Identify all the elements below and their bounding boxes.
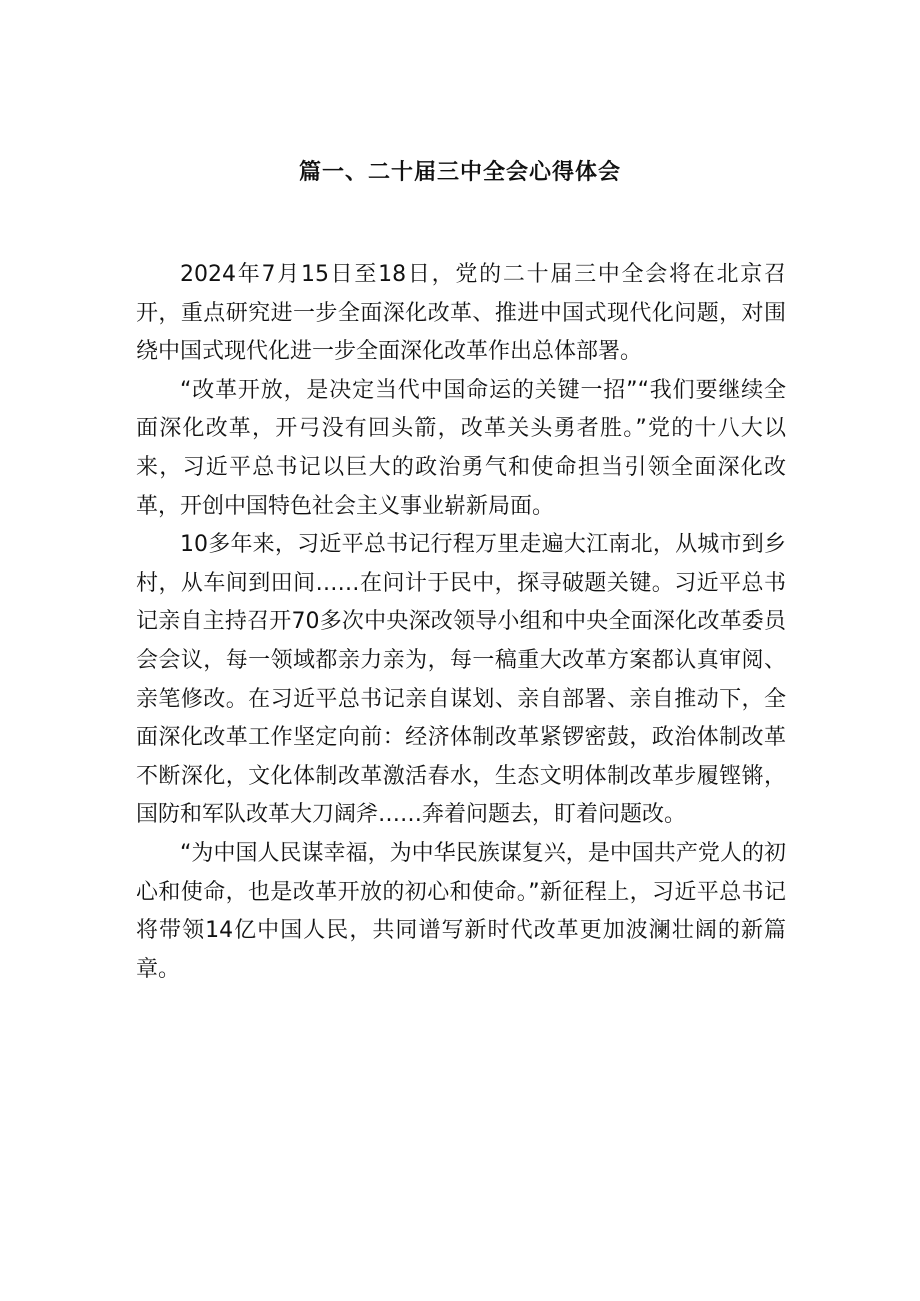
paragraph-3: 10多年来，习近平总书记行程万里走遍大江南北，从城市到乡村，从车间到田间……在问计于民中，探寻破题关键。习近平总书记亲自主持召开70多次中央深改领导小组和中央全面深化改革委员会会议，每一领域都亲力亲为，每一稿重大改革方案都认真审阅、亲笔修改。在习近平总书记亲自谋划、亲自部署、亲自推动下，全面深化改革工作坚定向前：经济体制改革紧锣密鼓，政治体制改革不断深化，文化体制改革激活春水，生态文明体制改革步履铿锵，国防和军队改革大刀阔斧……奔着问题去，盯着问题改。: [136, 532, 786, 828]
document-title: 篇一、二十届三中全会心得体会: [298, 160, 621, 185]
paragraph-2: “改革开放，是决定当代中国命运的关键一招”“我们要继续全面深化改革，开弓没有回头箭，改革关头勇者胜。”党的十八大以来，习近平总书记以巨大的政治勇气和使命担当引领全面深化改革，开创中国特色社会主义事业崭新局面。: [136, 377, 786, 519]
paragraph-4: “为中国人民谋幸福，为中华民族谋复兴，是中国共产党人的初心和使命，也是改革开放的初心和使命。”新征程上，习近平总书记将带领14亿中国人民，共同谱写新时代改革更加波澜壮阔的新篇章。: [136, 840, 786, 982]
document-body: [136, 256, 786, 989]
paragraph-1: 2024年7月15日至18日，党的二十届三中全会将在北京召开，重点研究进一步全面深化改革、推进中国式现代化问题，对围绕中国式现代化进一步全面深化改革作出总体部署。: [136, 262, 786, 365]
